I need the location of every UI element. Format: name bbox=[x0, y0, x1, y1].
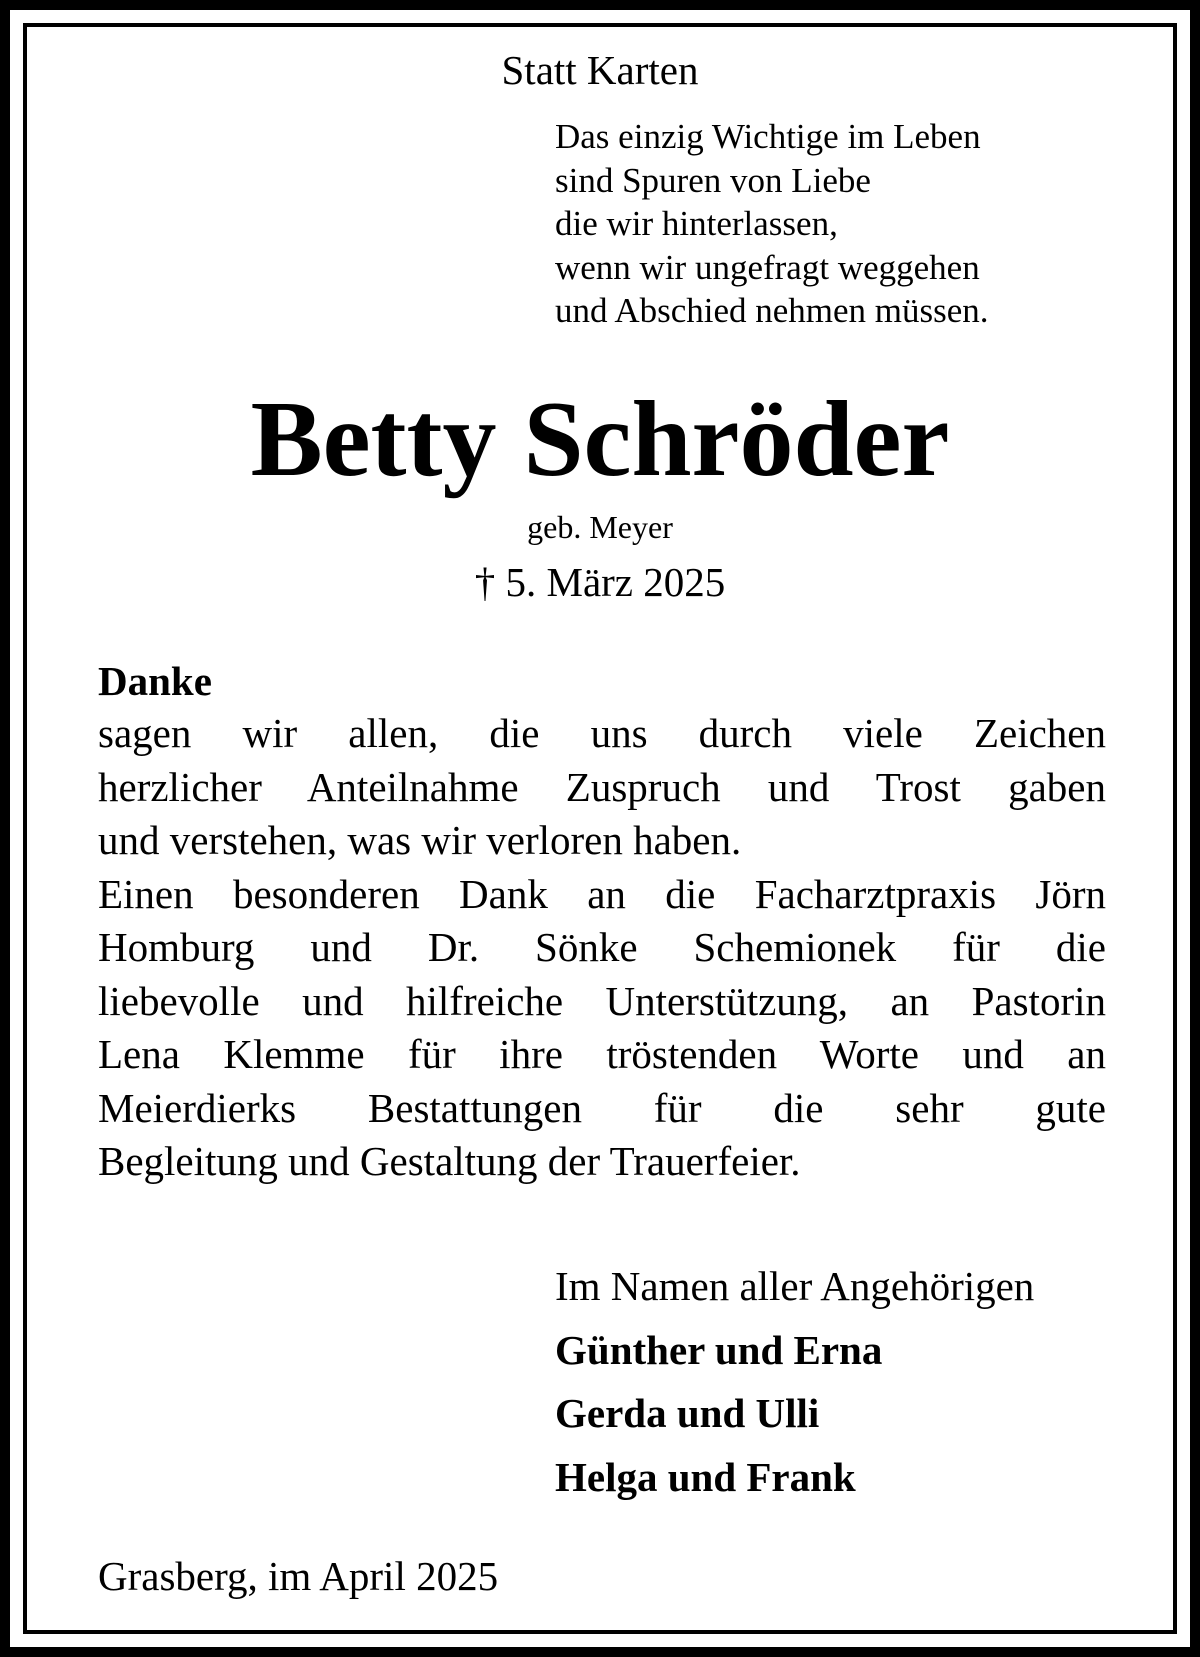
thanks-line: Homburg und Dr. Sönke Schemionek für die bbox=[98, 924, 1106, 970]
thanks-line: sagen wir allen, die uns durch viele Zeichen bbox=[98, 710, 1106, 756]
poem-line: wenn wir ungefragt weggehen bbox=[555, 247, 980, 287]
death-date: † 5. März 2025 bbox=[474, 559, 726, 605]
thanks-line: Begleitung und Gestaltung der Trauerfeier. bbox=[98, 1138, 801, 1184]
thanks-heading: Danke bbox=[98, 658, 212, 704]
thanks-line: Einen besonderen Dank an die Facharztpraxis Jörn bbox=[98, 870, 1106, 917]
family-member: Günther und Erna bbox=[555, 1327, 883, 1373]
family-member: Gerda und Ulli bbox=[555, 1390, 820, 1436]
poem-line: die wir hinterlassen, bbox=[555, 204, 838, 243]
notice-header: Statt Karten bbox=[501, 47, 699, 93]
thanks-line: Lena Klemme für ihre tröstenden Worte und an bbox=[98, 1031, 1106, 1077]
deceased-name: Betty Schröder bbox=[250, 380, 950, 499]
maiden-name: geb. Meyer bbox=[527, 509, 673, 545]
signoff: Im Namen aller Angehörigen bbox=[555, 1263, 1035, 1309]
family-member: Helga und Frank bbox=[555, 1454, 856, 1500]
poem-line: sind Spuren von Liebe bbox=[555, 160, 871, 200]
thanks-line: liebevolle und hilfreiche Unterstützung, an Pastorin bbox=[98, 977, 1106, 1024]
poem-line: Das einzig Wichtige im Leben bbox=[555, 117, 981, 156]
place-date: Grasberg, im April 2025 bbox=[98, 1553, 499, 1599]
poem bbox=[555, 115, 989, 333]
thanks-text bbox=[98, 707, 1106, 1189]
thanks-line: herzlicher Anteilnahme Zuspruch und Trost gaben bbox=[98, 763, 1106, 810]
thanks-line: Meierdierks Bestattungen für die sehr gute bbox=[98, 1084, 1106, 1131]
poem-line: und Abschied nehmen müssen. bbox=[555, 291, 989, 330]
thanks-line: und verstehen, was wir verloren haben. bbox=[98, 817, 742, 863]
